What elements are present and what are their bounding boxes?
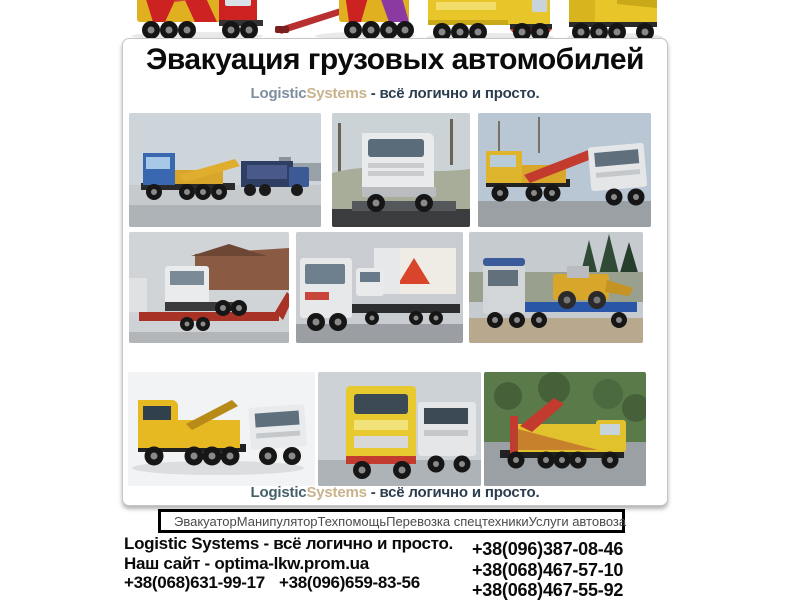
contact-block-right <box>472 539 623 601</box>
brand-part1: Logistic <box>250 85 307 102</box>
phone-number: +38(068)631-99-17 <box>124 573 265 592</box>
gallery-photo-volvo-wrecker-towing <box>128 372 315 486</box>
gallery-photo-rotator-wrecker <box>484 372 646 486</box>
menu-item-manipulyator[interactable]: Манипулятор <box>236 513 318 529</box>
top-photo-rotator-truck <box>125 0 270 42</box>
gallery-photo-man-on-flatbed <box>332 113 470 227</box>
top-truck-strip <box>122 0 667 42</box>
gallery-photo-wrecker-lifting-truck <box>478 113 651 227</box>
services-menu <box>158 509 625 533</box>
brand-tagline: - всё логично и просто. <box>366 85 540 102</box>
flyer-panel <box>122 38 668 506</box>
page-title: Эвакуация грузовых автомобилей <box>146 43 644 76</box>
contact-website: Наш сайт - optima-lkw.prom.ua <box>124 553 369 573</box>
phone-number: +38(096)659-83-56 <box>278 573 420 592</box>
top-photo-boom-truck <box>275 0 415 42</box>
phone-number: +38(068)467-55-92 <box>472 580 624 600</box>
gallery-photo-blue-towtruck-snow <box>129 113 321 227</box>
gallery-photo-towtruck-with-boxtruck <box>296 232 463 343</box>
top-photo-wrecker-rear <box>563 0 667 42</box>
gallery-photo-loader-on-blue-trailer <box>469 232 643 343</box>
contact-slogan: Logistic Systems - всё логично и просто. <box>124 534 453 553</box>
gallery-photo-cab-on-red-trailer <box>129 232 289 343</box>
menu-item-tehpomosch[interactable]: Техпомощь <box>317 513 387 529</box>
brand-line-top <box>123 85 667 102</box>
brand-line-bottom <box>123 484 667 501</box>
brand-part1: Logistic <box>250 484 307 501</box>
phone-number: +38(096)387-08-46 <box>472 539 624 559</box>
phone-number: +38(068)467-57-10 <box>472 559 624 580</box>
contact-block-left <box>124 534 453 593</box>
brand-tagline: - всё логично и просто. <box>366 484 540 501</box>
brand-part2: Systems <box>306 484 367 501</box>
menu-item-perevozka-spectehniki[interactable]: Перевозка спецтехники <box>386 513 529 529</box>
gallery-photo-magnum-truck <box>318 372 481 486</box>
brand-part2: Systems <box>306 85 367 102</box>
menu-item-uslugi-avtovoza[interactable]: Услуги автовоза <box>528 513 627 529</box>
top-photo-man-wrecker <box>420 0 560 42</box>
menu-item-evakuator[interactable]: Эвакуатор <box>174 513 237 529</box>
